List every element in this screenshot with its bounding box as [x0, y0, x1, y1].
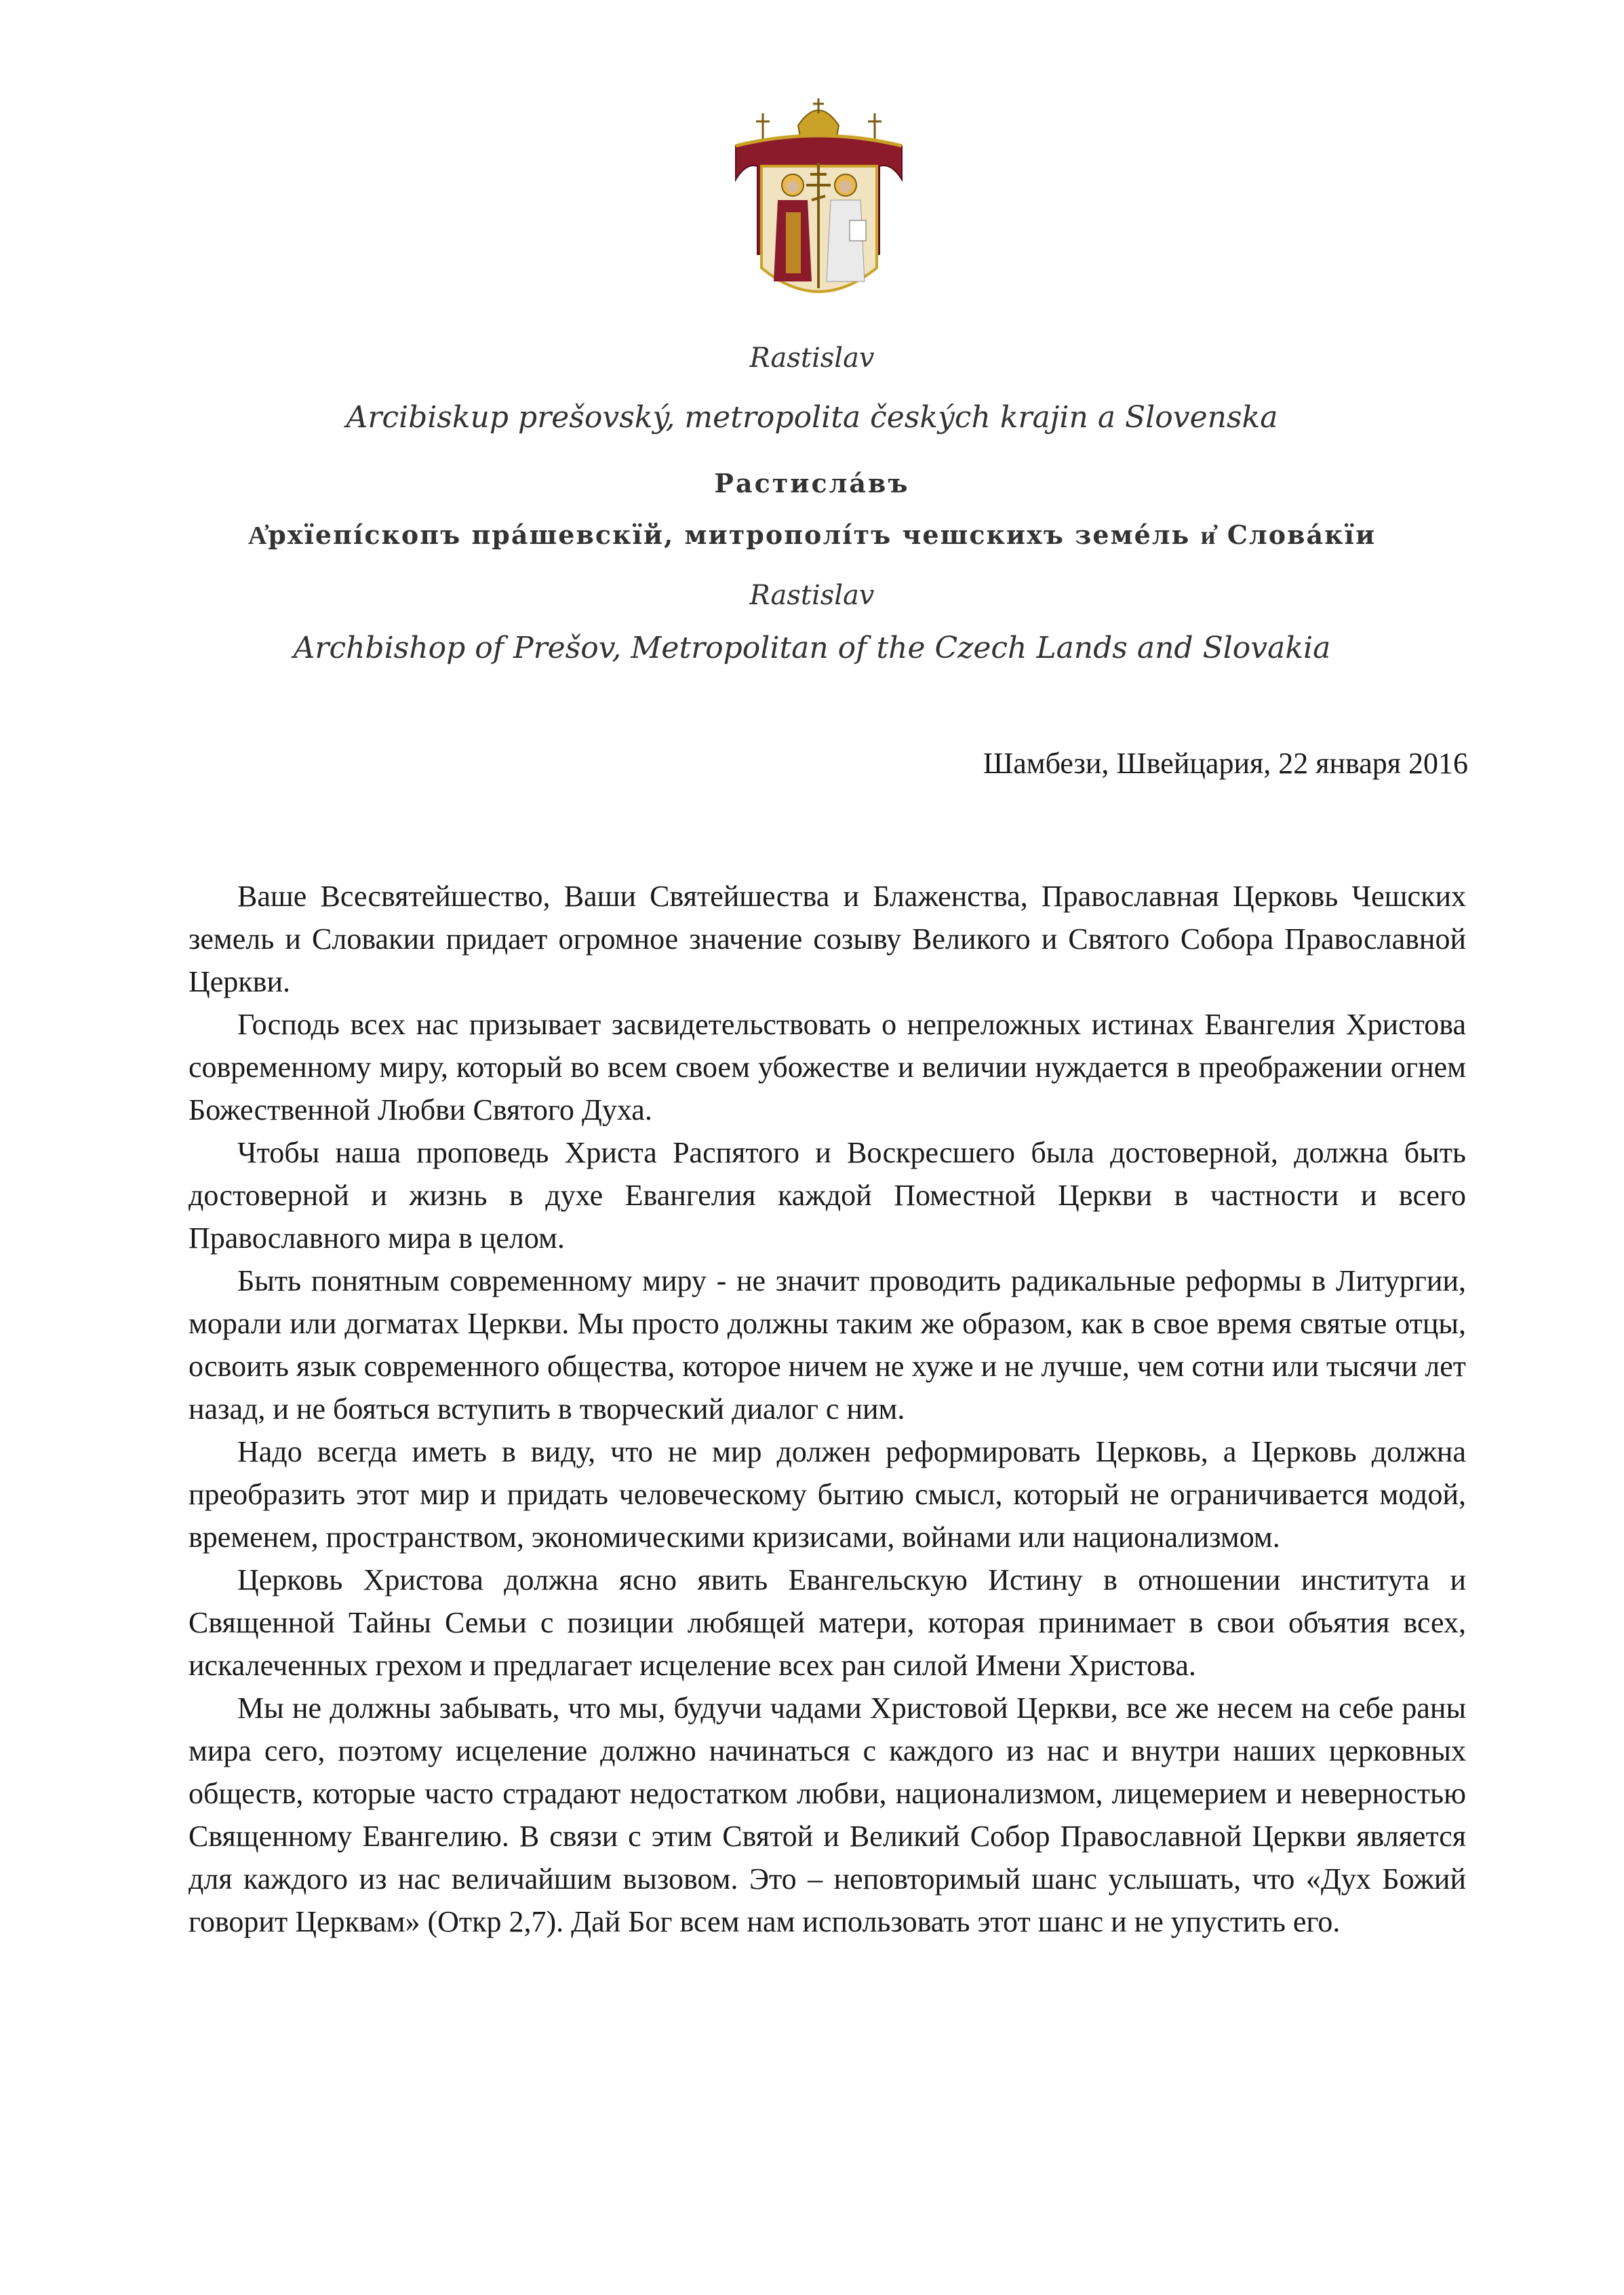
- paragraph: Надо всегда иметь в виду, что не мир должен реформировать Церковь, а Церковь должна преобразить этот мир и придать человеческому бытию смысл, который не ограничивается модой, временем, пространством, экономическими кризисами, войнами или национализмом.: [189, 1435, 1466, 1554]
- paragraph: Быть понятным современному миру - не значит проводить радикальные реформы в Литургии, морали или догматах Церкви. Мы просто должны таким же образом, как в свое время святые отцы, освоить язык современного общества, которое ничем не хуже и не лучше, чем сотни или тысячи лет назад, и не бояться вступить в творческий диалог с ним.: [189, 1264, 1466, 1426]
- paragraph: Господь всех нас призывает засвидетельствовать о непреложных истинах Евангелия Христова современному миру, который во всем своем убожестве и величии нуждается в преображении огнем Божественной Любви Святого Духа.: [189, 1008, 1466, 1126]
- paragraph: Ваше Всесвятейшество, Ваши Святейшества и Блаженства, Православная Церковь Чешских земель и Словакии придает огромное значение созыву Великого и Святого Собора Православной Церкви.: [189, 880, 1466, 998]
- hierarch-name-czech: Rastislav: [749, 342, 875, 374]
- hierarch-title-english: Archbishop of Prešov, Metropolitan of the Czech Lands and Slovakia: [293, 631, 1331, 665]
- paragraph: Церковь Христова должна ясно явить Евангельскую Истину в отношении института и Священной Тайны Семьи с позиции любящей матери, которая принимает в свои объятия всех, искалеченных грехом и предлагает исцеление всех ран силой Имени Христова.: [189, 1563, 1466, 1682]
- date-line: Шамбези, Швейцария, 22 января 2016: [983, 747, 1468, 780]
- letter-body: [189, 875, 1466, 1943]
- hierarch-title-church-slavonic: А҆рхїепі́скопъ пра́шевскїй, митрополі́тъ чешскихъ земе́ль и҆ Слова́кїи: [247, 519, 1377, 550]
- paragraph: Мы не должны забывать, что мы, будучи чадами Христовой Церкви, все же несем на себе раны мира сего, поэтому исцеление должно начинаться с каждого из нас и внутри наших церковных обществ, которые часто страдают недостатком любви, национализмом, лицемерием и неверностью Священному Евангелию. В связи с этим Святой и Великий Собор Православной Церкви является для каждого из нас величайшим вызовом. Это – неповторимый шанс услышать, что «Дух Божий говорит Церквам» (Откр 2,7). Дай Бог всем нам использовать этот шанс и не упустить его.: [189, 1691, 1466, 1938]
- coat-of-arms-emblem: [722, 98, 915, 322]
- hierarch-name-english: Rastislav: [749, 580, 875, 611]
- hierarch-title-czech: Arcibiskup prešovský, metropolita českých krajin a Slovenska: [346, 400, 1278, 435]
- hierarch-name-church-slavonic: Растисла́въ: [714, 468, 910, 498]
- paragraph: Чтобы наша проповедь Христа Распятого и Воскресшего была достоверной, должна быть достоверной и жизнь в духе Евангелия каждой Поместной Церкви в частности и всего Православного мира в целом.: [189, 1136, 1466, 1255]
